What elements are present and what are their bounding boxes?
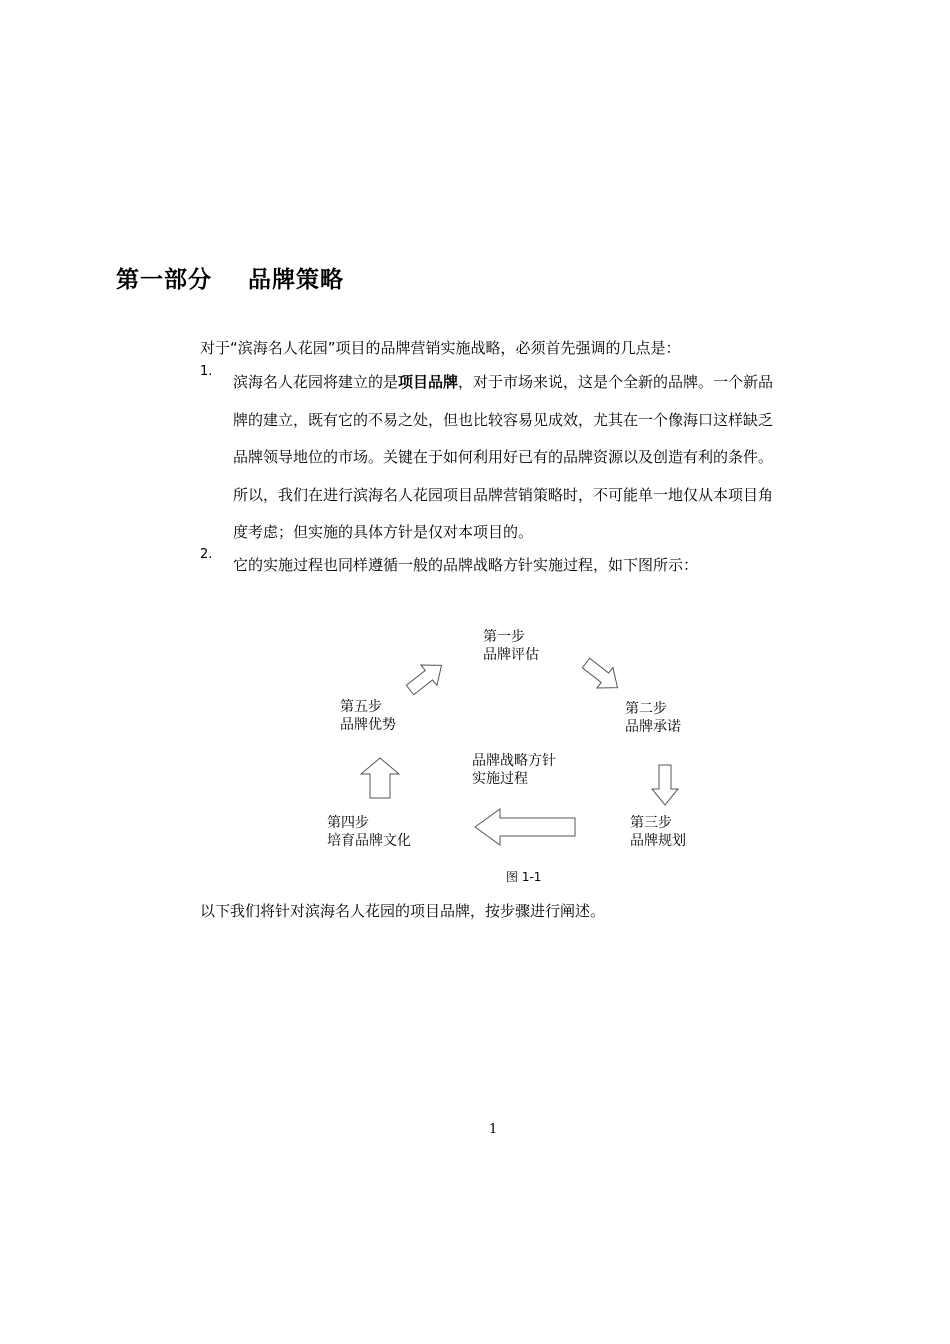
list-line: 品牌领导地位的市场。关键在于如何利用好已有的品牌资源以及创造有利的条件。 (233, 448, 774, 466)
step-2-label: 第二步 品牌承诺 (625, 701, 681, 735)
arrow-up-right (402, 655, 450, 700)
step-1-label: 第一步 品牌评估 (483, 629, 539, 663)
brand-strategy-cycle-diagram (300, 615, 720, 860)
page-number: 1 (489, 1122, 498, 1137)
page-title: 第一部分 品牌策略 (116, 267, 345, 293)
list-item-body (233, 364, 850, 552)
arrow-up (361, 758, 399, 798)
bold-term: 项目品牌 (398, 373, 459, 391)
intro-paragraph: 对于“滨海名人花园”项目的品牌营销实施战略，必须首先强调的几点是： (200, 339, 681, 357)
arrow-down-right (578, 653, 626, 698)
list-number: 1. (200, 364, 213, 379)
list-line: 牌的建立，既有它的不易之处，但也比较容易见成效，尤其在一个像海口这样缺乏 (233, 410, 774, 429)
arrow-left (475, 809, 575, 845)
list-line: 滨海名人花园将建立的是项目品牌，对于市场来说，这是个全新的品牌。一个新品 (233, 373, 774, 391)
list-line: 它的实施过程也同样遵循一般的品牌战略方针实施过程，如下图所示： (233, 556, 699, 574)
step-4-label: 第四步 培育品牌文化 (327, 815, 411, 849)
list-item-1 (200, 364, 850, 552)
step-5-label: 第五步 品牌优势 (340, 699, 396, 733)
list-number: 2. (200, 547, 213, 562)
diagram-center-label: 品牌战略方针 实施过程 (472, 753, 556, 787)
step-3-label: 第三步 品牌规划 (630, 815, 686, 849)
list-line: 度考虑；但实施的具体方针是仅对本项目的。 (233, 523, 534, 541)
list-item-2 (200, 547, 850, 585)
list-item-body (233, 547, 850, 585)
closing-paragraph: 以下我们将针对滨海名人花园的项目品牌，按步骤进行阐述。 (200, 902, 606, 920)
list-line: 所以，我们在进行滨海名人花园项目品牌营销策略时，不可能单一地仅从本项目角 (233, 485, 774, 504)
arrow-down (652, 765, 678, 805)
figure-caption: 图 1-1 (506, 870, 542, 884)
